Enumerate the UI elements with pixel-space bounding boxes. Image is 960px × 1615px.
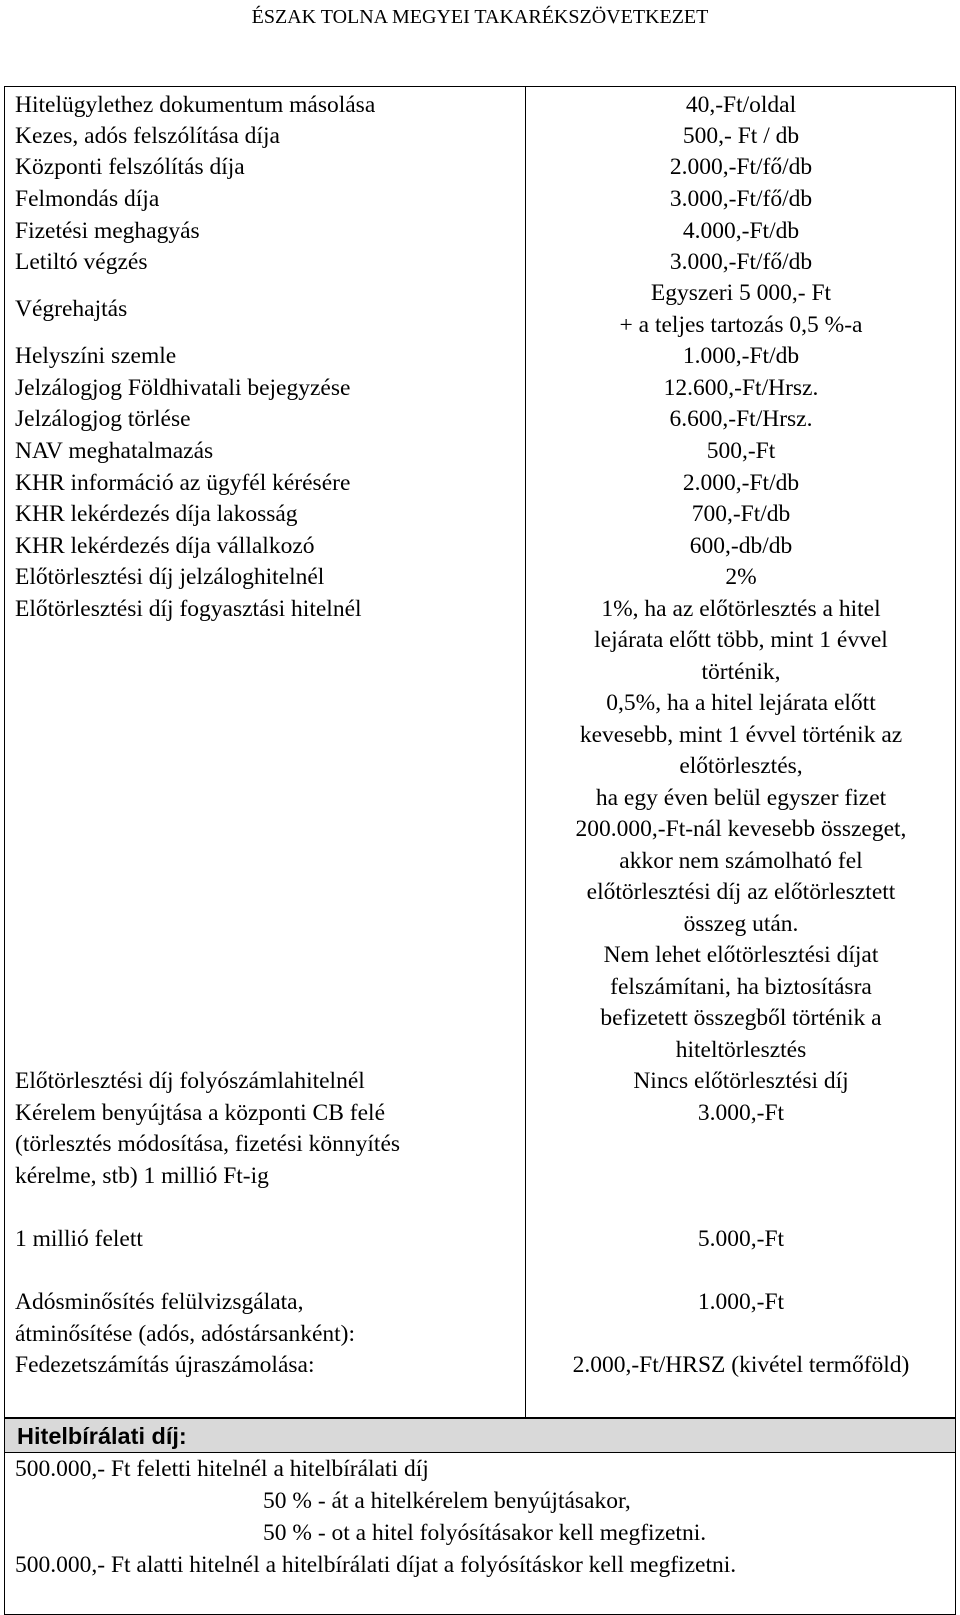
fee-value: 500,-Ft	[706, 438, 776, 464]
fee-value: 1%, ha az előtörlesztés a hitel	[601, 596, 881, 622]
hitelbiralat-line: 500.000,- Ft feletti hitelnél a hitelbírálati díj	[15, 1456, 429, 1482]
fee-name: Kezes, adós felszólítása díja	[15, 123, 280, 149]
fee-name: átminősítése (adós, adóstársanként):	[15, 1321, 356, 1347]
fee-name: KHR lekérdezés díja lakosság	[15, 501, 298, 527]
fee-name: Fedezetszámítás újraszámolása:	[15, 1352, 315, 1378]
fee-value: + a teljes tartozás 0,5 %-a	[619, 312, 863, 338]
fee-value: 600,-db/db	[689, 533, 793, 559]
hitelbiralat-header	[5, 1419, 955, 1453]
fee-value: 3.000,-Ft/fő/db	[669, 186, 813, 212]
fee-value: 500,- Ft / db	[682, 123, 800, 149]
fee-value: történik,	[701, 659, 781, 685]
fee-name: KHR információ az ügyfél kérésére	[15, 470, 351, 496]
fee-name: Előtörlesztési díj folyószámlahitelnél	[15, 1068, 365, 1094]
fee-value: előtörlesztési díj az előtörlesztett	[586, 879, 896, 905]
fee-value: 6.600,-Ft/Hrsz.	[669, 406, 813, 432]
fee-name: (törlesztés módosítása, fizetési könnyítés	[15, 1131, 401, 1157]
hitelbiralat-section	[4, 1418, 956, 1615]
fee-value: összeg után.	[683, 911, 799, 937]
fee-value: 2.000,-Ft/db	[682, 470, 800, 496]
fee-value: lejárata előtt több, mint 1 évvel	[594, 627, 888, 653]
fee-value: 1.000,-Ft/db	[682, 343, 800, 369]
fee-table	[4, 86, 956, 1418]
fee-value: 700,-Ft/db	[691, 501, 791, 527]
fee-name: Letiltó végzés	[15, 249, 148, 275]
hitelbiralat-line: 50 % - át a hitelkérelem benyújtásakor,	[263, 1488, 631, 1514]
fee-value: 1.000,-Ft	[697, 1289, 785, 1315]
page-header	[0, 0, 960, 34]
fee-value: 40,-Ft/oldal	[685, 92, 797, 118]
fee-name: 1 millió felett	[15, 1226, 143, 1252]
fee-name: Végrehajtás	[15, 296, 128, 322]
header-title: ÉSZAK TOLNA MEGYEI TAKARÉKSZÖVETKEZET	[251, 6, 709, 28]
fee-value: 5.000,-Ft	[697, 1226, 785, 1252]
fee-value: előtörlesztés,	[679, 753, 803, 779]
fee-name: Jelzálogjog Földhivatali bejegyzése	[15, 375, 351, 401]
fee-value: 3.000,-Ft/fő/db	[669, 249, 813, 275]
fee-value: 4.000,-Ft/db	[682, 218, 800, 244]
fee-value: 0,5%, ha a hitel lejárata előtt	[606, 690, 876, 716]
fee-name: Fizetési meghagyás	[15, 218, 200, 244]
fee-value: Egyszeri 5 000,- Ft	[650, 280, 832, 306]
fee-value: kevesebb, mint 1 évvel történik az	[579, 722, 903, 748]
fee-value: 2.000,-Ft/HRSZ (kivétel termőföld)	[572, 1352, 910, 1378]
fee-name: Előtörlesztési díj fogyasztási hitelnél	[15, 596, 362, 622]
fee-name: kérelme, stb) 1 millió Ft-ig	[15, 1163, 269, 1189]
fee-value: 200.000,-Ft-nál kevesebb összeget,	[575, 816, 907, 842]
fee-value: ha egy éven belül egyszer fizet	[595, 785, 887, 811]
fee-name: Központi felszólítás díja	[15, 154, 245, 180]
fee-value: 2%	[725, 564, 757, 590]
fee-name: Kérelem benyújtása a központi CB felé	[15, 1100, 385, 1126]
fee-value: befizetett összegből történik a	[600, 1005, 882, 1031]
hitelbiralat-line: 50 % - ot a hitel folyósításakor kell megfizetni.	[263, 1520, 707, 1546]
fee-name: Jelzálogjog törlése	[15, 406, 191, 432]
hitelbiralat-heading: Hitelbírálati díj:	[17, 1423, 187, 1449]
fee-name: Felmondás díja	[15, 186, 160, 212]
fee-value: Nem lehet előtörlesztési díjat	[603, 942, 879, 968]
fee-name: Helyszíni szemle	[15, 343, 177, 369]
fee-value: hiteltörlesztés	[675, 1037, 807, 1063]
fee-value: felszámítani, ha biztosításra	[610, 974, 872, 1000]
fee-value: akkor nem számolható fel	[619, 848, 863, 874]
fee-value: 12.600,-Ft/Hrsz.	[663, 375, 819, 401]
fee-name: NAV meghatalmazás	[15, 438, 214, 464]
fee-name: Előtörlesztési díj jelzáloghitelnél	[15, 564, 325, 590]
fee-name: Hitelügylethez dokumentum másolása	[15, 92, 376, 118]
hitelbiralat-line: 500.000,- Ft alatti hitelnél a hitelbírálati díjat a folyósításkor kell megfizetni.	[15, 1552, 737, 1578]
fee-value: 2.000,-Ft/fő/db	[669, 154, 813, 180]
fee-value: 3.000,-Ft	[697, 1100, 785, 1126]
fee-name: KHR lekérdezés díja vállalkozó	[15, 533, 315, 559]
fee-value: Nincs előtörlesztési díj	[633, 1068, 849, 1094]
fee-name: Adósminősítés felülvizsgálata,	[15, 1289, 304, 1315]
